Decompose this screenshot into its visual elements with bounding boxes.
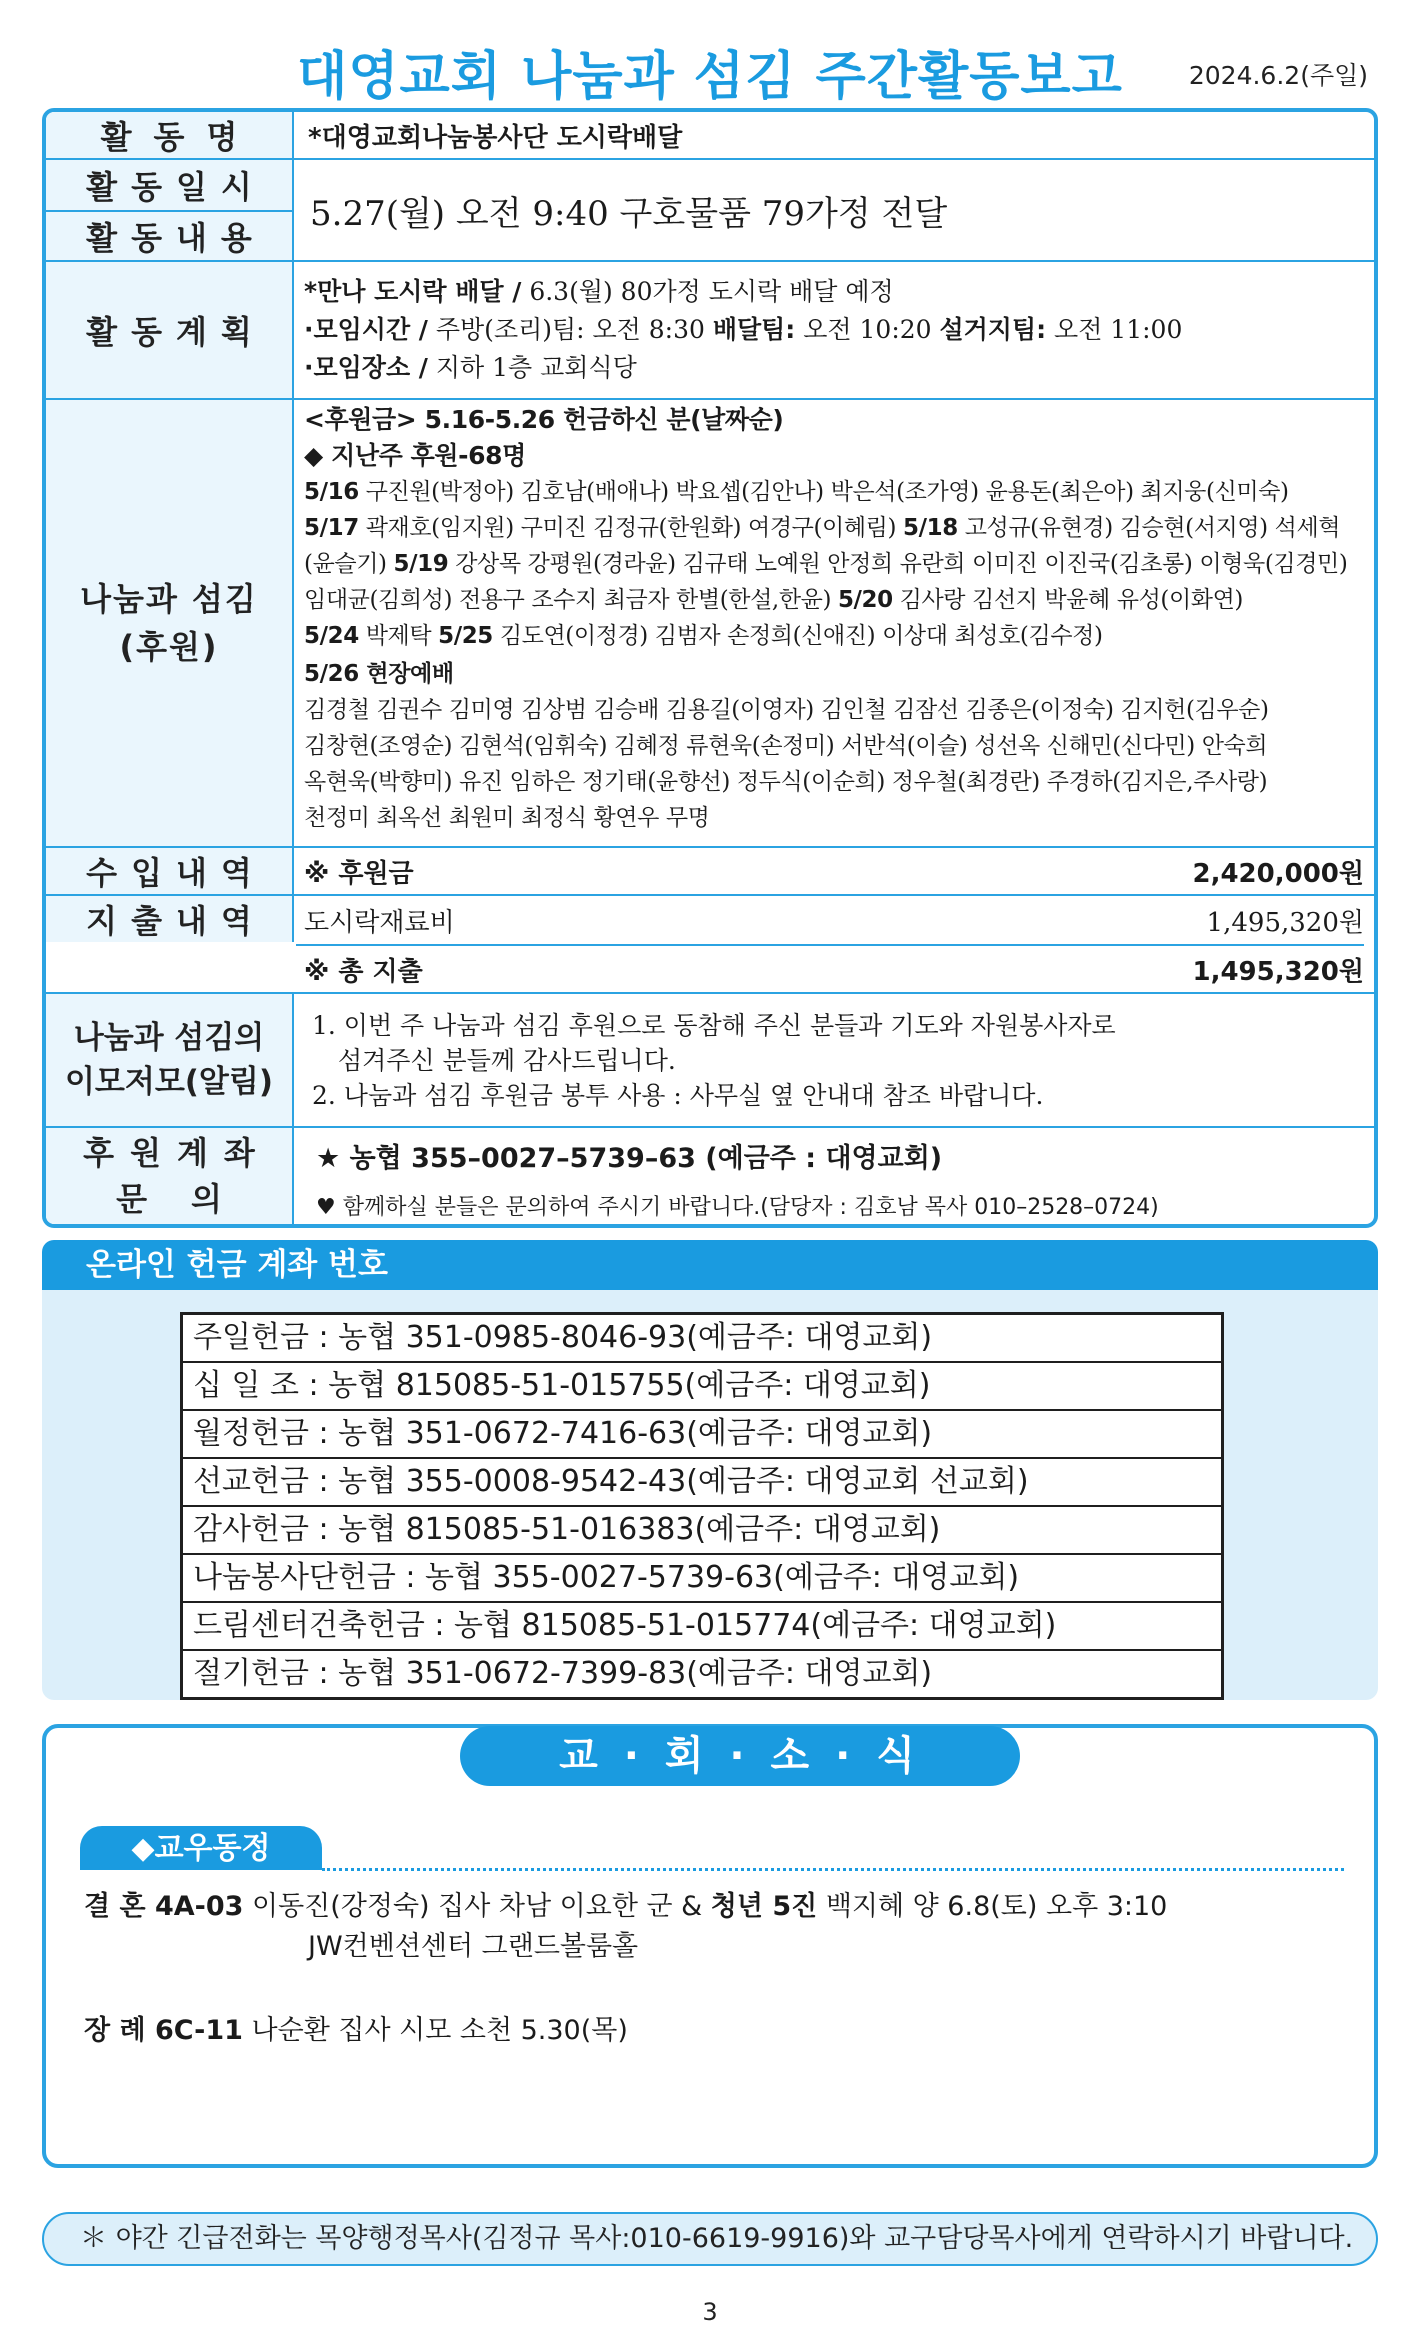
label-activity-content: 활동내용 — [46, 212, 294, 260]
online-accounts-panel — [42, 1290, 1378, 1700]
support-line-1: 5/16 구진원(박정아) 김호남(배애나) 박요셉(김안나) 박은석(조가영) 윤용돈(최은아) 최지웅(신미숙) — [304, 479, 1289, 505]
activity-report-table — [42, 108, 1378, 1228]
inquiry-value: ♥ 함께하실 분들은 문의하여 주시기 바랍니다.(담당자 : 김호남 목사 010–2528–0724) — [316, 1194, 1159, 1220]
plan-line-1: *만나 도시락 배달 / 6.3(월) 80가정 도시락 배달 예정 — [304, 277, 894, 306]
row-activity-plan — [46, 262, 1374, 400]
activity-name-value: *대영교회나눔봉사단 도시락배달 — [308, 122, 683, 153]
label-notice — [46, 994, 294, 1126]
support-heading: <후원금> 5.16-5.26 헌금하신 분(날짜순) — [304, 405, 784, 434]
label-notice-line1: 나눔과 섬김의 — [73, 1020, 265, 1056]
label-expense: 지출내역 — [46, 896, 294, 942]
support-line-3: (윤슬기) 5/19 강상목 강평원(경라윤) 김규태 노예원 안정희 유란희 이미진 이진국(김초롱) 이형욱(김경민) — [304, 551, 1348, 577]
activity-date-value: 5.27(월) 오전 9:40 구호물품 79가정 전달 — [310, 193, 948, 234]
wedding-venue: JW컨벤션센터 그랜드볼룸홀 — [308, 1931, 639, 1962]
expense-total-item: ※ 총 지출 — [304, 956, 423, 987]
notice-line-2: 섬겨주신 분들께 감사드립니다. — [338, 1045, 676, 1075]
income-item: ※ 후원금 — [304, 858, 414, 889]
dotted-divider — [322, 1868, 1344, 1871]
label-income: 수입내역 — [46, 848, 294, 894]
expense-line — [296, 896, 1364, 946]
label-support — [46, 400, 294, 846]
account-row: 십 일 조 : 농협 815085-51-015755(예금주: 대영교회) — [183, 1363, 1221, 1411]
expense-item: 도시락재료비 — [304, 907, 455, 938]
page-number: 3 — [702, 2298, 718, 2326]
income-amount: 2,420,000원 — [1192, 858, 1364, 889]
label-account-inquiry — [46, 1128, 294, 1228]
label-support-line2: (후원) — [119, 628, 219, 666]
label-account: 후원계좌 — [83, 1134, 271, 1172]
church-news-title: 교 · 회 · 소 · 식 — [460, 1726, 1020, 1786]
label-inquiry: 문의 — [116, 1180, 266, 1218]
account-row: 절기헌금 : 농협 351-0672-7399-83(예금주: 대영교회) — [193, 1656, 933, 1691]
support-list — [304, 400, 1364, 846]
income-line — [304, 848, 1364, 894]
notice-line-1: 1. 이번 주 나눔과 섬김 후원으로 동참해 주신 분들과 기도와 자원봉사자로 — [312, 1010, 1116, 1040]
funeral-line: 장 례 6C-11 나순환 집사 시모 소천 5.30(목) — [84, 2015, 628, 2046]
label-support-line1: 나눔과 섬김 — [80, 580, 258, 618]
row-expense — [46, 896, 1374, 994]
wedding-line: 결 혼 4A-03 이동진(강정숙) 집사 차남 이요한 군 & 청년 5진 백지혜 양 6.8(토) 오후 3:10 — [84, 1891, 1168, 1922]
support-line-2: 5/17 곽재호(임지원) 구미진 김정규(한원화) 여경구(이혜림) 5/18 고성규(유현경) 김승현(서지영) 석세혁 — [304, 515, 1341, 541]
label-activity-plan: 활동계획 — [46, 262, 294, 398]
notice-lines — [312, 994, 1364, 1126]
plan-line-3: ·모임장소 / 지하 1층 교회식당 — [304, 353, 637, 382]
label-activity-name: 활동명 — [46, 112, 294, 158]
account-row: 드림센터건축헌금 : 농협 815085-51-015774(예금주: 대영교회) — [183, 1603, 1221, 1651]
church-news-box — [42, 1724, 1378, 2168]
support-line-4: 임대균(김희성) 전용구 조수지 최금자 한별(한설,한윤) 5/20 김사랑 김선지 박윤혜 유성(이화연) — [304, 587, 1243, 613]
row-activity-date — [46, 160, 1374, 262]
emergency-contact-notice: ＊ 야간 긴급전화는 목양행정목사(김정규 목사:010-6619-9916)와 교구담당목사에게 연락하시기 바랍니다. — [42, 2212, 1378, 2266]
account-row: 주일헌금 : 농협 351-0985-8046-93(예금주: 대영교회) — [183, 1315, 1221, 1363]
support-onsite-line-2: 김창현(조영순) 김현석(임휘숙) 김혜정 류현욱(손정미) 서반석(이슬) 성선옥 신해민(신다민) 안숙희 — [304, 733, 1268, 759]
row-notice — [46, 994, 1374, 1128]
support-line-5: 5/24 박제탁 5/25 김도연(이정경) 김범자 손정희(신애진) 이상대 최성호(김수정) — [304, 623, 1103, 649]
page-title: 대영교회 나눔과 섬김 주간활동보고 — [297, 47, 1123, 107]
account-row: 선교헌금 : 농협 355-0008-9542-43(예금주: 대영교회 선교회) — [183, 1459, 1221, 1507]
expense-amount: 1,495,320원 — [1206, 907, 1364, 938]
expense-total-line — [304, 946, 1364, 992]
account-row: 감사헌금 : 농협 815085-51-016383(예금주: 대영교회) — [183, 1507, 1221, 1555]
label-notice-line2: 이모저모(알림) — [64, 1064, 273, 1100]
support-onsite-line-3: 옥현욱(박향미) 유진 임하은 정기태(윤향선) 정두식(이순희) 정우철(최경란) 주경하(김지은,주사랑) — [304, 769, 1268, 795]
account-row: 월정헌금 : 농협 351-0672-7416-63(예금주: 대영교회) — [183, 1411, 1221, 1459]
support-onsite-line-1: 김경철 김권수 김미영 김상범 김승배 김용길(이영자) 김인철 김잠선 김종은(이정숙) 김지헌(김우순) — [304, 697, 1269, 723]
support-onsite-line-4: 천정미 최옥선 최원미 최정식 황연우 무명 — [304, 805, 710, 831]
account-inquiry-lines — [316, 1128, 1364, 1228]
report-date: 2024.6.2(주일) — [1188, 61, 1368, 90]
row-income — [46, 848, 1374, 896]
row-activity-name — [46, 112, 1374, 160]
support-week-count: ◆ 지난주 후원-68명 — [304, 441, 526, 470]
account-row: 나눔봉사단헌금 : 농협 355-0027-5739-63(예금주: 대영교회) — [183, 1555, 1221, 1603]
online-accounts-table — [180, 1312, 1224, 1700]
plan-line-2: ·모임시간 / 주방(조리)팀: 오전 8:30 배달팀: 오전 10:20 설거지팀: 오전 11:00 — [304, 315, 1183, 344]
account-value: ★ 농협 355–0027–5739–63 (예금주 : 대영교회) — [316, 1142, 943, 1174]
expense-total-amount: 1,495,320원 — [1192, 956, 1364, 987]
notice-line-3: 2. 나눔과 섬김 후원금 봉투 사용 : 사무실 옆 안내대 참조 바랍니다. — [312, 1080, 1044, 1110]
label-activity-date: 활동일시 — [46, 160, 294, 210]
activity-plan-lines — [304, 262, 1364, 398]
row-support — [46, 400, 1374, 848]
member-news-tab: ◆교우동정 — [80, 1826, 322, 1870]
online-accounts-title: 온라인 헌금 계좌 번호 — [42, 1240, 1378, 1290]
row-account-inquiry — [46, 1128, 1374, 1228]
support-onsite-heading: 5/26 현장예배 — [304, 661, 454, 687]
